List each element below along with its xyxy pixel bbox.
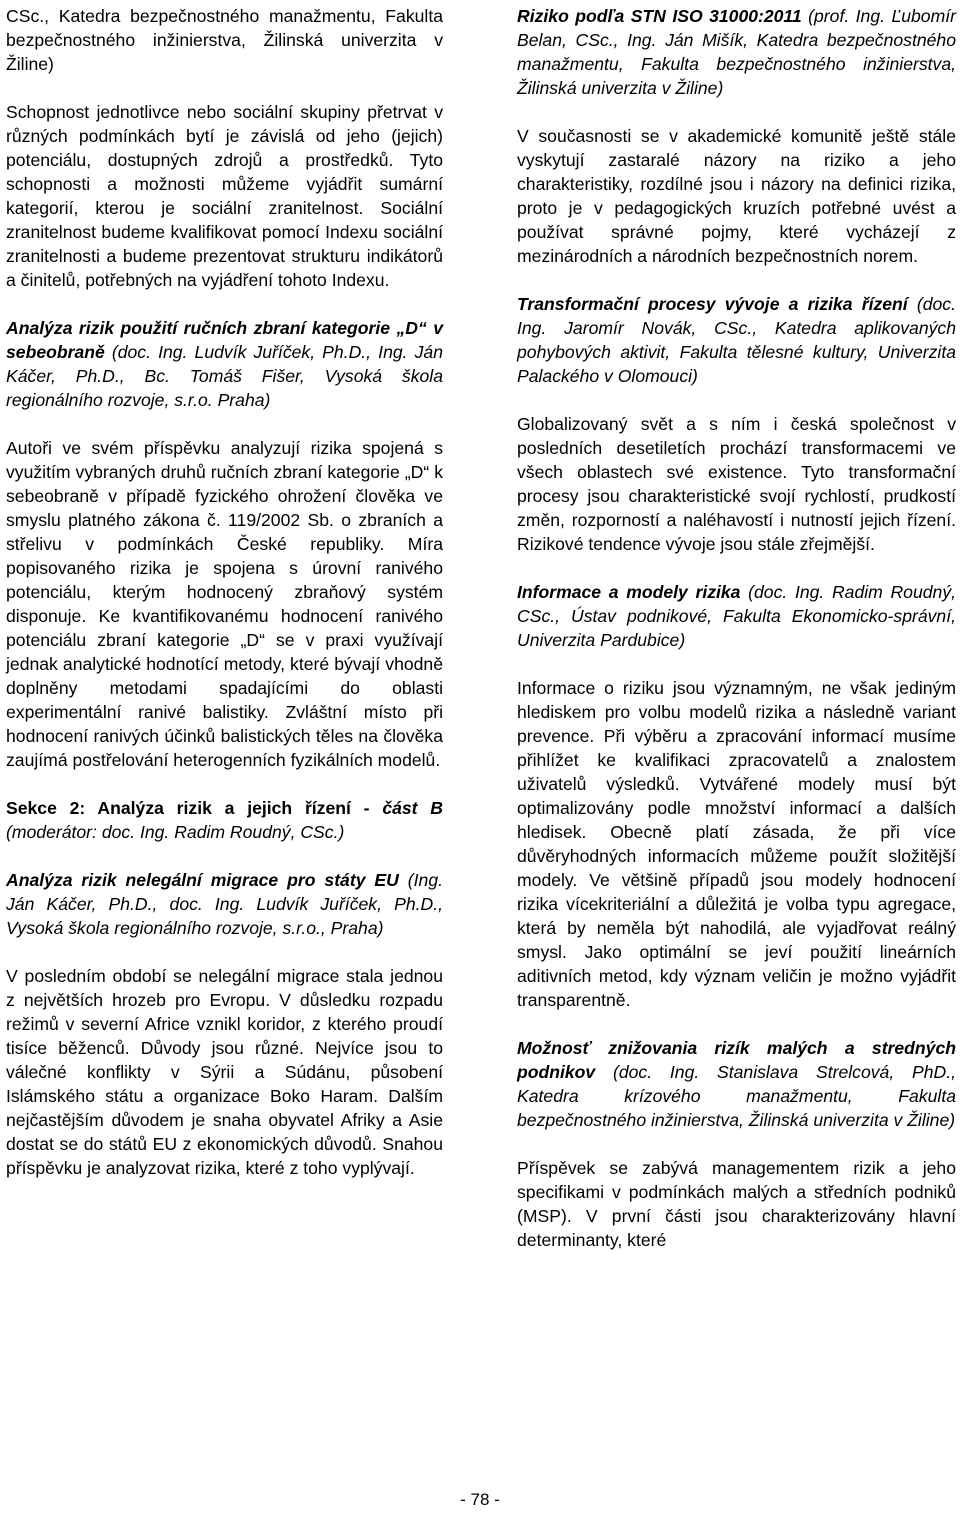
article-heading-stn-iso xyxy=(517,4,956,100)
article-abstract-transformation: Globalizovaný svět a s ním i česká společnost v posledních desetiletích prochází transformacemi ve všech oblastech své existence. Tyto transformační procesy jsou charakteristické svojí rychlostí, prudkostí změn, rozporností a naléhavostí i nutností jejich řízení. Rizikové tendence vývoje jsou stále zřejmější. xyxy=(517,414,956,554)
article-title: Analýza rizik použití ručních zbraní kategorie „D“ v sebeobraně xyxy=(6,318,443,362)
article-heading-hand-weapons xyxy=(6,316,443,412)
right-column xyxy=(517,4,956,1276)
article-heading-risk-models xyxy=(517,580,956,652)
page-number: - 78 - xyxy=(460,1490,500,1509)
left-column xyxy=(6,4,443,1204)
article-authors: (prof. Ing. Ľubomír Belan, CSc., Ing. Ján Mišík, Katedra bezpečnostného manažmentu, Fakulta bezpečnostného inžinierstva, Žilinská univerzita v Žiline) xyxy=(517,6,956,98)
social-vulnerability-abstract: Schopnost jednotlivce nebo sociální skupiny přetrvat v různých podmínkách bytí je závislá od jeho (jejich) potenciálu, dostupných zdrojů a prostředků. Tyto schopnosti a možnosti můžeme vyjádřit sumární kategorií, kterou je sociální zranitelnost. Sociální zranitelnost budeme kvalifikovat pomocí Indexu sociální zranitelnosti a budeme prezentovat strukturu indikátorů a činitelů, potřebných na vyjádření tohoto Indexu. xyxy=(6,102,443,290)
continued-author-affiliation: CSc., Katedra bezpečnostného manažmentu, Fakulta bezpečnostného inžinierstva, Žilinská univerzita v Žiline) xyxy=(6,6,443,74)
article-abstract-risk-models: Informace o riziku jsou významným, ne však jediným hlediskem pro volbu modelů rizika a následně variant prevence. Při výběru a zpracování informací musíme přihlížet ke kvalifikaci zpracovatelů a znalostem uživatelů výsledků. Vytvářené modely musí být optimalizovány podle množství informací a dalších hledisek. Obecně platí zásada, že při více důvěryhodných informacích můžeme použít složitější modely. Ve většině případů jsou modely hodnocení rizika vícekriteriální a důležitá je volba typu agregace, která by neměla být nahodilá, ale vyjadřovat reálný smysl. Jako optimální se jeví použití lineárních aditivních metod, kdy význam veličin je možno vyjádřit transparentně. xyxy=(517,678,956,1010)
section-label: Sekce 2: Analýza rizik a jejich řízení - xyxy=(6,798,370,818)
article-title: Analýza rizik nelegální migrace pro státy EU xyxy=(6,870,399,890)
article-title: Informace a modely rizika xyxy=(517,582,741,602)
section-moderator: (moderátor: doc. Ing. Radim Roudný, CSc.) xyxy=(6,822,345,842)
section-part: část B xyxy=(382,798,444,818)
article-abstract-sme-risks: Příspěvek se zabývá managementem rizik a jeho specifikami v podmínkách malých a středních podniků (MSP). V první části jsou charakterizovány hlavní determinanty, které xyxy=(517,1158,956,1250)
article-title: Riziko podľa STN ISO 31000:2011 xyxy=(517,6,802,26)
article-authors: (doc. Ing. Radim Roudný, CSc., Ústav podnikové, Fakulta Ekonomicko-správní, Univerzita Pardubice) xyxy=(517,582,956,650)
article-authors: (Ing. Ján Káčer, Ph.D., doc. Ing. Ludvík Juříček, Ph.D., Vysoká škola regionálního rozvoje, s.r.o., Praha) xyxy=(6,870,444,938)
article-heading-migration xyxy=(6,868,443,940)
article-authors: (doc. Ing. Ludvík Juříček, Ph.D., Ing. Ján Káčer, Ph.D., Bc. Tomáš Fišer, Vysoká škola regionálního rozvoje, s.r.o. Praha) xyxy=(6,342,443,410)
article-abstract-hand-weapons: Autoři ve svém příspěvku analyzují rizika spojená s využitím vybraných druhů ručních zbraní kategorie „D“ k sebeobraně v případě fyzického ohrožení člověka ve smyslu platného zákona č. 119/2002 Sb. o zbraních a střelivu v podmínkách České republiky. Míra popisovaného rizika je spojena s úrovní ranivého potenciálu, kterým hodnocený zbraňový systém disponuje. Ke kvantifikovanému hodnocení ranivého potenciálu zbraní kategorie „D“ se v praxi využívají jednak analytické hodnotící metody, které bývají vhodně doplněny metodami spadajícími do oblasti experimentální ranivé balistiky. Zvláštní místo při hodnocení ranivých účinků balistických těles na člověka zaujímá postřelování heterogenních fyzikálních modelů. xyxy=(6,438,443,770)
article-authors: (doc. Ing. Stanislava Strelcová, PhD., Katedra krízového manažmentu, Fakulta bezpečnostného inžinierstva, Žilinská univerzita v Žiline) xyxy=(517,1062,957,1130)
article-heading-sme-risks xyxy=(517,1036,956,1132)
article-abstract-stn-iso: V současnosti se v akademické komunitě ještě stále vyskytují zastaralé názory na riziko a jeho charakteristiky, rozdílné jsou i názory na definici rizika, proto je v pedagogických kruzích potřebné uvést a používat správné pojmy, které vycházejí z mezinárodních a národních bezpečnostních norem. xyxy=(517,126,956,266)
article-title: Možnosť znižovania rizík malých a stredných podnikov xyxy=(517,1038,956,1082)
section-heading xyxy=(6,796,443,844)
article-heading-transformation xyxy=(517,292,956,388)
article-title: Transformační procesy vývoje a rizika řízení xyxy=(517,294,908,314)
article-abstract-migration: V posledním období se nelegální migrace stala jednou z největších hrozeb pro Evropu. V důsledku rozpadu režimů v severní Africe vznikl koridor, z kterého proudí tisíce běženců. Důvody jsou různé. Nejvíce jsou to válečné konflikty v Sýrii a Súdánu, působení Islámského státu a organizace Boko Haram. Dalším nejčastějším důvodem je snaha obyvatel Afriky a Asie dostat se do států EU z ekonomických důvodů. Snahou příspěvku je analyzovat rizika, které z toho vyplývají. xyxy=(6,966,443,1178)
article-authors: (doc. Ing. Jaromír Novák, CSc., Katedra aplikovaných pohybových aktivit, Fakulta tělesné kultury, Univerzita Palackého v Olomouci) xyxy=(517,294,956,386)
